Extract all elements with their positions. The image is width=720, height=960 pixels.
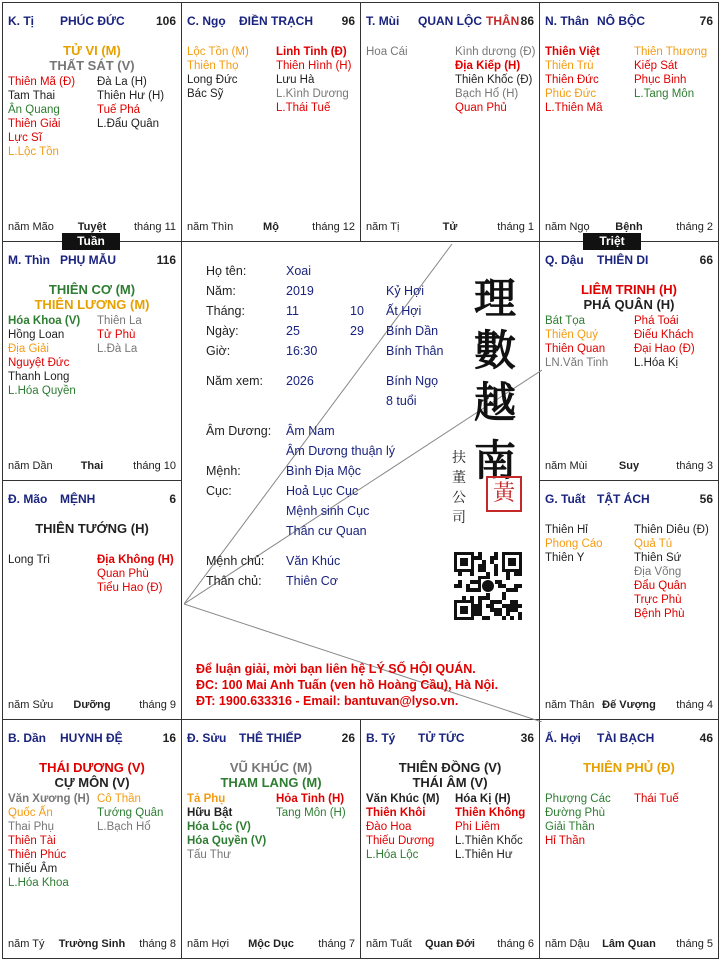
minor-star: Đào Hoa: [366, 821, 412, 833]
palace-footer: [366, 221, 534, 235]
palace-code: C. Ngọ: [187, 14, 226, 28]
detail-label: Mệnh:: [206, 464, 241, 478]
minor-stars-left: [545, 792, 611, 848]
minor-stars-right: [634, 45, 707, 101]
minor-star: Thiên Hỉ: [545, 524, 588, 536]
minor-star: Tấu Thư: [187, 849, 231, 861]
info-label: Ngày:: [206, 324, 239, 338]
palace-age: 86: [520, 14, 534, 28]
palace-month: tháng 5: [676, 938, 713, 950]
minor-stars-left: [8, 314, 80, 398]
palace-code: Q. Dậu: [545, 253, 584, 267]
minor-stars-right: [97, 792, 163, 834]
minor-star: L.Đẩu Quân: [97, 118, 160, 130]
calligraphy-1: 理: [474, 274, 517, 323]
palace-stage: Thai: [80, 460, 104, 472]
minor-star: Hoa Cái: [366, 46, 408, 58]
minor-star: Đà La (H): [97, 76, 147, 88]
palace-code: Đ. Mão: [8, 492, 48, 506]
minor-star: Tướng Quân: [97, 807, 164, 819]
minor-star: Thiên Khốc (Đ): [455, 74, 533, 86]
palace-cell[interactable]: [539, 719, 719, 959]
minor-stars-right: [634, 314, 695, 370]
namxem-age: 8 tuổi: [386, 394, 417, 408]
main-star: CỰ MÔN (V): [54, 775, 130, 790]
minor-star: Thiên Quý: [545, 329, 599, 341]
palace-footer: [545, 460, 713, 474]
info-value: Xoai: [286, 264, 312, 278]
palace-code: T. Mùi: [366, 14, 400, 28]
palace-code: M. Thìn: [8, 253, 51, 267]
minor-star: Phá Toái: [634, 315, 679, 327]
minor-star: Quan Phù: [97, 568, 149, 580]
center-panel: [184, 244, 542, 722]
minor-star: Phi Liêm: [455, 821, 500, 833]
minor-star: Thanh Long: [8, 371, 70, 383]
palace-stage: Mộ: [263, 221, 279, 233]
detail-value: Bình Địa Mộc: [286, 464, 362, 478]
minor-star: Lộc Tồn (M): [187, 46, 249, 58]
palace-header: [545, 14, 713, 30]
minor-star: Tử Phù: [97, 329, 136, 341]
palace-name: TÀI BẠCH: [597, 731, 655, 745]
minor-star: Thiếu Dương: [366, 835, 435, 847]
minor-star: Phục Binh: [634, 74, 687, 86]
palace-year: năm Hợi: [187, 938, 230, 950]
detail-value: Thiên Cơ: [286, 574, 338, 588]
minor-star: Hóa Khoa (V): [8, 315, 81, 327]
detail-value: Thân cư Quan: [286, 524, 367, 538]
palace-month: tháng 12: [312, 221, 355, 233]
minor-star: L.Hóa Lộc: [366, 849, 419, 861]
minor-star: L.Hóa Kị: [634, 357, 679, 369]
minor-star: Địa Không (H): [97, 554, 174, 566]
minor-star: Long Đức: [187, 74, 238, 86]
minor-star: Thai Phụ: [8, 821, 55, 833]
palace-name: HUYNH ĐỆ: [60, 731, 123, 745]
minor-stars-right: [455, 792, 525, 862]
info-lunar: 29: [350, 324, 364, 338]
than-marker: THÂN: [486, 14, 520, 28]
palace-year: năm Ngọ: [545, 221, 590, 233]
info-value: 2019: [286, 284, 314, 298]
minor-star: Thiên Giải: [8, 118, 61, 130]
info-label: Họ tên:: [206, 264, 247, 278]
palace-year: năm Thìn: [187, 221, 234, 233]
palace-cell[interactable]: [2, 719, 182, 959]
detail-value: Âm Dương thuận lý: [286, 444, 395, 458]
palace-code: Ấ. Hợi: [545, 731, 581, 745]
minor-star: Kiếp Sát: [634, 60, 678, 72]
minor-star: L.Thiên Khốc: [455, 835, 523, 847]
palace-year: năm Tị: [366, 221, 400, 233]
minor-star: Phong Cáo: [545, 538, 603, 550]
detail-value: Văn Khúc: [286, 554, 341, 568]
palace-header: [545, 731, 713, 747]
main-star: THIÊN LƯƠNG (M): [34, 297, 150, 312]
namxem-value: 2026: [286, 374, 314, 388]
palace-stage: Mộc Dục: [248, 938, 294, 950]
palace-year: năm Thân: [545, 699, 595, 711]
palace-cell[interactable]: [539, 241, 719, 481]
palace-code: B. Dần: [8, 731, 47, 745]
palace-cell[interactable]: [539, 480, 719, 720]
minor-star: Bát Tọa: [545, 315, 586, 327]
palace-age: 76: [699, 14, 713, 28]
minor-star: Thiên La: [97, 315, 142, 327]
minor-stars-left: [187, 45, 249, 101]
minor-star: Điếu Khách: [634, 329, 694, 341]
minor-star: Đẩu Quân: [634, 580, 687, 592]
minor-stars-left: [8, 792, 90, 890]
minor-star: Phúc Đức: [545, 88, 597, 100]
palace-age: 66: [699, 253, 713, 267]
main-star: THIÊN CƠ (M): [48, 282, 136, 297]
palace-year: năm Dần: [8, 460, 53, 472]
palace-age: 56: [699, 492, 713, 506]
palace-age: 26: [341, 731, 355, 745]
minor-star: Thiên Quan: [545, 343, 606, 355]
minor-star: Thiên Sứ: [634, 552, 682, 564]
main-star: LIÊM TRINH (H): [580, 282, 678, 297]
minor-star: Thiên Tài: [8, 835, 56, 847]
namxem-label: Năm xem:: [206, 374, 263, 388]
detail-label: Thân chủ:: [206, 574, 262, 588]
palace-stage: Tử: [442, 221, 458, 233]
minor-star: Bác Sỹ: [187, 88, 224, 100]
palace-age: 116: [156, 253, 176, 267]
minor-stars-right: [455, 45, 535, 115]
minor-star: Nguyệt Đức: [8, 357, 70, 369]
minor-star: Thiên Mã (Đ): [8, 76, 76, 88]
palace-cell[interactable]: [181, 719, 361, 959]
palace-code: K. Tị: [8, 14, 35, 28]
minor-star: Quốc Ấn: [8, 807, 53, 819]
palace-month: tháng 7: [318, 938, 355, 950]
minor-star: Quả Tú: [634, 538, 673, 550]
info-value: 25: [286, 324, 300, 338]
palace-name: THIÊN DI: [597, 253, 649, 267]
contact-line-3: ĐT: 1900.633316 - Email: bantuvan@lyso.vn.: [196, 694, 459, 708]
minor-star: Thiên Đức: [545, 74, 599, 86]
minor-stars-right: [97, 75, 164, 131]
minor-star: Lưu Hà: [276, 74, 315, 86]
calligraphy-3: 越: [474, 378, 517, 427]
palace-cell[interactable]: [2, 241, 182, 481]
palace-year: năm Mão: [8, 221, 54, 233]
minor-star: Phượng Các: [545, 793, 611, 805]
main-star: THAM LANG (M): [220, 775, 322, 790]
tuvi-chart: [2, 2, 718, 958]
palace-month: tháng 8: [139, 938, 176, 950]
palace-year: năm Mùi: [545, 460, 588, 472]
palace-header: [366, 14, 534, 30]
palace-footer: [187, 221, 355, 235]
minor-stars-right: [634, 523, 709, 621]
palace-name: ĐIỀN TRẠCH: [239, 14, 313, 28]
palace-code: B. Tý: [366, 731, 396, 745]
palace-month: tháng 11: [133, 221, 176, 233]
main-star: THIÊN PHỦ (Đ): [583, 760, 675, 775]
palace-year: năm Tuất: [366, 938, 412, 950]
minor-star: Địa Kiếp (H): [455, 60, 521, 72]
minor-star: Tuế Phá: [97, 104, 141, 116]
detail-value: Âm Nam: [286, 424, 335, 438]
palace-name: THÊ THIẾP: [239, 731, 302, 745]
main-star: THIÊN ĐỒNG (V): [398, 760, 502, 775]
minor-star: Bệnh Phù: [634, 608, 685, 620]
minor-star: Đại Hao (Đ): [634, 343, 695, 355]
contact-line-1: Để luận giải, mời bạn liên hệ LÝ SỐ HỘI QUÁN.: [196, 662, 476, 676]
minor-star: Long Trì: [8, 554, 51, 566]
palace-header: [8, 731, 176, 747]
minor-star: Đường Phù: [545, 807, 605, 819]
main-star: THÁI DƯƠNG (V): [39, 760, 145, 775]
palace-age: 36: [520, 731, 534, 745]
minor-star: Văn Khúc (M): [366, 793, 440, 805]
minor-stars-left: [545, 314, 608, 370]
qr-code[interactable]: [454, 552, 522, 620]
palace-stage: Lâm Quan: [602, 938, 656, 950]
palace-cell[interactable]: [360, 2, 540, 242]
palace-stage: Đế Vượng: [602, 699, 656, 711]
palace-header: [8, 253, 176, 269]
palace-year: năm Dậu: [545, 938, 590, 950]
triet-tag: Triệt: [583, 233, 641, 250]
info-canchi: Bính Dần: [386, 324, 439, 338]
minor-stars-left: [8, 75, 75, 159]
palace-month: tháng 4: [676, 699, 713, 711]
info-canchi: Ất Hợi: [386, 304, 422, 318]
minor-stars-left: [187, 792, 266, 862]
palace-cell[interactable]: [539, 2, 719, 242]
palace-age: 6: [169, 492, 176, 506]
palace-footer: [8, 460, 176, 474]
palace-header: [187, 14, 355, 30]
minor-star: Kình dương (Đ): [455, 46, 536, 58]
palace-cell[interactable]: [2, 2, 182, 242]
minor-star: L.Thiên Mã: [545, 102, 603, 114]
main-star: VŨ KHÚC (M): [229, 760, 313, 775]
palace-name: TỬ TỨC: [418, 731, 465, 745]
minor-star: Hỉ Thần: [545, 835, 586, 847]
minor-star: Thiên Y: [545, 552, 585, 564]
palace-footer: [8, 699, 176, 713]
palace-name: QUAN LỘC THÂN: [418, 14, 520, 28]
minor-star: Linh Tinh (Đ): [276, 46, 347, 58]
minor-stars-left: [545, 45, 603, 115]
info-value: 16:30: [286, 344, 318, 358]
palace-stage: Trường Sinh: [58, 938, 126, 950]
main-star: THẤT SÁT (V): [49, 58, 135, 73]
palace-header: [8, 492, 176, 508]
palace-stage: Tuyệt: [77, 221, 107, 233]
minor-star: Cô Thần: [97, 793, 141, 805]
palace-month: tháng 9: [139, 699, 176, 711]
detail-value: Mệnh sinh Cục: [286, 504, 370, 518]
palace-code: N. Thân: [545, 14, 590, 28]
palace-age: 46: [699, 731, 713, 745]
palace-name: TẬT ÁCH: [597, 492, 650, 506]
palace-month: tháng 3: [676, 460, 713, 472]
palace-footer: [545, 938, 713, 952]
palace-cell[interactable]: [2, 480, 182, 720]
minor-star: Hóa Kị (H): [455, 793, 511, 805]
minor-star: Hỏa Tinh (H): [276, 793, 345, 805]
palace-year: năm Sửu: [8, 699, 54, 711]
minor-star: L.Hóa Quyền: [8, 385, 76, 397]
palace-name: PHỤ MẪU: [60, 253, 116, 267]
minor-star: Thiên Khôi: [366, 807, 426, 819]
minor-stars-right: [97, 314, 142, 356]
minor-star: L.Hóa Khoa: [8, 877, 69, 889]
info-canchi: Kỷ Hợi: [386, 284, 425, 298]
side-text: 扶 董 公 司: [452, 450, 466, 526]
palace-header: [8, 14, 176, 30]
palace-age: 106: [155, 14, 176, 28]
palace-cell[interactable]: [360, 719, 540, 959]
minor-star: Lực Sĩ: [8, 132, 42, 144]
palace-header: [545, 253, 713, 269]
minor-star: L.Thiên Hư: [455, 849, 513, 861]
palace-stage: Bệnh: [615, 221, 643, 233]
minor-star: Hữu Bật: [187, 807, 233, 819]
minor-stars-left: [545, 523, 603, 565]
seal: 黃: [486, 476, 522, 512]
main-star: PHÁ QUÂN (H): [583, 297, 675, 312]
minor-star: L.Kình Dương: [276, 88, 349, 100]
palace-age: 16: [162, 731, 176, 745]
minor-star: Thiên Thọ: [187, 60, 239, 72]
minor-star: Ân Quang: [8, 104, 60, 116]
minor-star: Thiên Phúc: [8, 849, 67, 861]
palace-name: PHÚC ĐỨC: [60, 14, 125, 28]
minor-star: Thiên Không: [455, 807, 526, 819]
minor-star: Tam Thai: [8, 90, 56, 102]
palace-header: [545, 492, 713, 508]
palace-month: tháng 1: [497, 221, 534, 233]
palace-age: 96: [341, 14, 355, 28]
palace-code: G. Tuất: [545, 492, 586, 506]
minor-star: Văn Xương (H): [8, 793, 90, 805]
minor-star: Tang Môn (H): [276, 807, 346, 819]
minor-star: L.Thái Tuế: [276, 102, 331, 114]
info-lunar: 10: [350, 304, 364, 318]
minor-star: Thiên Trù: [545, 60, 594, 72]
minor-star: Tả Phụ: [187, 793, 226, 805]
palace-code: Đ. Sửu: [187, 731, 227, 745]
calligraphy-2: 數: [474, 326, 517, 375]
main-star: THÁI ÂM (V): [412, 775, 488, 790]
minor-star: Quan Phủ: [455, 102, 507, 114]
minor-star: LN.Văn Tinh: [545, 357, 609, 369]
palace-footer: [8, 938, 176, 952]
minor-star: L.Lộc Tồn: [8, 146, 59, 158]
minor-star: Địa Võng: [634, 566, 682, 578]
palace-name: NÔ BỘC: [597, 14, 645, 28]
tuan-tag: Tuần: [62, 233, 120, 250]
minor-star: L.Tang Môn: [634, 88, 695, 100]
minor-stars-right: [634, 792, 679, 806]
palace-stage: Dưỡng: [73, 699, 111, 711]
info-label: Giờ:: [206, 344, 231, 358]
info-label: Tháng:: [206, 304, 245, 318]
minor-star: Thiên Hư (H): [97, 90, 165, 102]
palace-month: tháng 2: [676, 221, 713, 233]
palace-month: tháng 10: [133, 460, 176, 472]
contact-line-2: ĐC: 100 Mai Anh Tuấn (ven hồ Hoàng Cầu), Hà Nội.: [196, 678, 499, 692]
minor-stars-right: [97, 553, 174, 595]
minor-stars-right: [276, 792, 346, 820]
palace-footer: [187, 938, 355, 952]
minor-star: Hóa Quyền (V): [187, 835, 267, 847]
palace-stage: Suy: [618, 460, 640, 472]
detail-label: Âm Dương:: [206, 424, 272, 438]
minor-stars-left: [8, 553, 50, 567]
palace-footer: [545, 699, 713, 713]
minor-star: Thiên Hình (H): [276, 60, 352, 72]
minor-star: Thiên Việt: [545, 46, 600, 58]
minor-star: Hồng Loan: [8, 329, 65, 341]
namxem-canchi: Bính Ngọ: [386, 374, 439, 388]
minor-star: Địa Giải: [8, 343, 49, 355]
minor-star: L.Bạch Hổ: [97, 821, 151, 833]
minor-star: Trực Phù: [634, 594, 682, 606]
minor-stars-left: [366, 792, 439, 862]
minor-star: Thiếu Âm: [8, 863, 58, 875]
palace-name: MỆNH: [60, 492, 96, 506]
palace-header: [187, 731, 355, 747]
info-label: Năm:: [206, 284, 236, 298]
palace-year: năm Tý: [8, 938, 45, 950]
palace-header: [366, 731, 534, 747]
palace-stage: Quan Đới: [425, 938, 475, 950]
palace-month: tháng 6: [497, 938, 534, 950]
calligraphy-4: 南: [474, 436, 517, 485]
minor-star: Thái Tuế: [634, 793, 679, 805]
minor-star: Tiểu Hao (Đ): [97, 582, 163, 594]
detail-value: Hoả Lục Cục: [286, 484, 359, 498]
minor-stars-left: [366, 45, 408, 59]
main-star: TỬ VI (M): [63, 43, 121, 58]
minor-stars-right: [276, 45, 351, 115]
minor-star: Thiên Diêu (Đ): [634, 524, 709, 536]
info-canchi: Bính Thân: [386, 344, 444, 358]
detail-label: Mệnh chủ:: [206, 554, 265, 568]
minor-star: Thiên Thương: [634, 46, 708, 58]
minor-star: Giải Thần: [545, 821, 595, 833]
palace-cell[interactable]: [181, 2, 361, 242]
minor-star: Hóa Lộc (V): [187, 821, 251, 833]
info-value: 11: [286, 304, 299, 318]
palace-footer: [366, 938, 534, 952]
minor-star: Bạch Hổ (H): [455, 88, 519, 100]
minor-star: L.Đà La: [97, 343, 138, 355]
main-star: THIÊN TƯỚNG (H): [35, 521, 149, 536]
detail-label: Cục:: [206, 484, 232, 498]
